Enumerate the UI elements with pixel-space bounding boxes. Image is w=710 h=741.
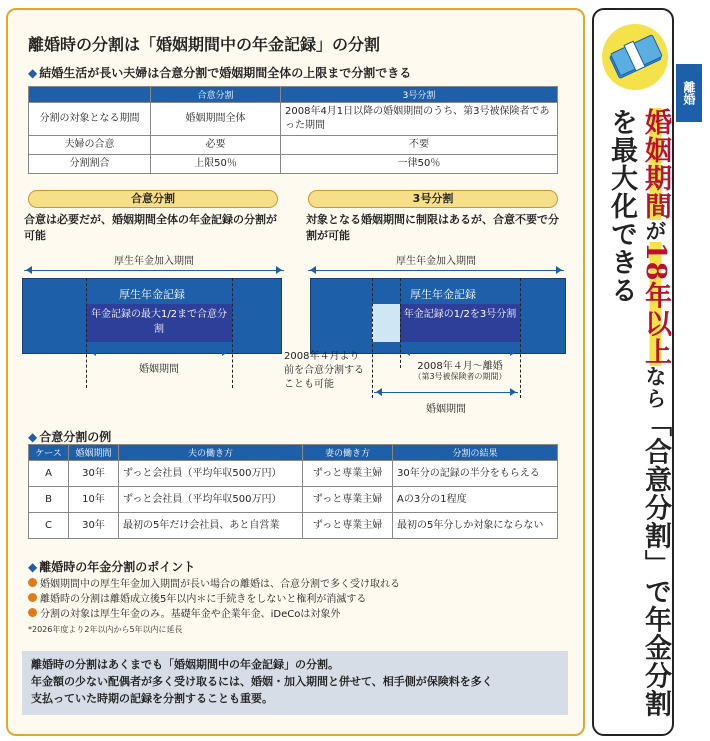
section-heading-3: ◆ 離婚時の年金分割のポイント — [28, 560, 196, 574]
diagram-desc-right: 対象となる婚姻期間に制限はあるが、合意不要で分割が可能 — [306, 213, 559, 242]
bar-label-right: 厚生年金記録 — [410, 288, 476, 301]
period-arrow-left — [24, 270, 284, 271]
table-cell: 2008年4月1日以降の婚姻期間のうち、第3号被保険者であった期間 — [281, 103, 558, 136]
period-label-left: 厚生年金加入期間 — [114, 256, 194, 267]
list-item: 離婚時の分割は離婚成立後5年以内＊に手続きをしないと権利が消滅する — [28, 592, 400, 607]
table-cell: 上限50％ — [151, 155, 281, 174]
diamond-icon: ◆ — [28, 66, 38, 80]
table-cell: ずっと会社員（平均年収500万円） — [119, 461, 303, 487]
table-cell: ずっと専業主婦 — [303, 461, 393, 487]
table-header: 妻の働き方 — [303, 445, 393, 461]
table-header: ケース — [29, 445, 69, 461]
table-cell: A — [29, 461, 69, 487]
table-cell: C — [29, 513, 69, 539]
list-item: 分割の対象は厚生年金のみ。基礎年金や企業年金、iDeCoは対象外 — [28, 607, 400, 622]
marriage-arrow-left — [88, 352, 230, 353]
table-row — [29, 487, 558, 513]
table-cell: B — [29, 487, 69, 513]
bullet-icon — [28, 578, 37, 587]
table-row — [29, 513, 558, 539]
section-heading-1: ◆ 結婚生活が長い夫婦は合意分割で婚姻期間全体の上限まで分割できる — [28, 66, 412, 80]
split-box-left: 年金記録の最大1/2まで合意分割 — [86, 304, 232, 342]
period-label-right: 厚生年金加入期間 — [396, 256, 476, 267]
table-cell: 分割の対象となる期間 — [29, 103, 151, 136]
table-cell: 婚姻期間全体 — [151, 103, 281, 136]
table-cell: ずっと専業主婦 — [303, 513, 393, 539]
range-label: 2008年４月～離婚 — [417, 361, 503, 372]
table-cell: Aの3分の1程度 — [393, 487, 558, 513]
marriage-label-left: 婚姻期間 — [139, 364, 179, 375]
example-table — [28, 444, 558, 539]
diamond-icon: ◆ — [28, 430, 38, 444]
table-row — [29, 461, 558, 487]
summary-line: 離婚時の分割はあくまでも「婚姻期間中の年金記録」の分割。 — [31, 658, 339, 671]
table-cell: 不要 — [281, 136, 558, 155]
sidebar — [592, 8, 704, 736]
list-item: 婚姻期間中の厚生年金加入期間が長い場合の離婚は、合意分割で多く受け取れる — [28, 577, 400, 592]
range-arrow — [402, 352, 518, 353]
diagram-desc-left: 合意は必要だが、婚姻期間全体の年金記録の分割が可能 — [24, 213, 277, 242]
money-bundle-icon — [600, 22, 670, 92]
table-header: 3号分割 — [281, 87, 558, 103]
table-cell: ずっと専業主婦 — [303, 487, 393, 513]
table-cell: 30年 — [69, 461, 119, 487]
period-arrow-right — [308, 270, 564, 271]
pill-label-3go: 3号分割 — [308, 190, 558, 208]
pill-label-goi: 合意分割 — [28, 190, 278, 208]
bullet-icon — [28, 608, 37, 617]
marriage-arrow-right — [374, 392, 518, 393]
table-header — [29, 87, 151, 103]
dash-line — [372, 278, 373, 398]
range-sublabel: （第3号被保険者の期間） — [413, 372, 507, 381]
table-cell: 分割割合 — [29, 155, 151, 174]
table-cell: ずっと会社員（平均年収500万円） — [119, 487, 303, 513]
table-cell: 一律50％ — [281, 155, 558, 174]
table-row — [29, 136, 558, 155]
bar-label-left: 厚生年金記録 — [119, 288, 185, 301]
summary-box — [22, 651, 568, 715]
marriage-label-right: 婚姻期間 — [426, 404, 466, 415]
pre-2008-note: 2008年４月より前を合意分割することも可能 — [284, 351, 364, 390]
dash-line — [86, 278, 87, 388]
table-cell: 夫婦の合意 — [29, 136, 151, 155]
table-header: 夫の働き方 — [119, 445, 303, 461]
pre-2008-block — [372, 304, 400, 342]
category-tag: 離婚 — [676, 64, 702, 122]
table-header: 分割の結果 — [393, 445, 558, 461]
bullet-icon — [28, 593, 37, 602]
table-cell: 30年分の記録の半分をもらえる — [393, 461, 558, 487]
headline: 婚姻期間が18年以上なら「合意分割」で年金分割を最大化できる — [606, 108, 671, 718]
table-header: 合意分割 — [151, 87, 281, 103]
comparison-table — [28, 86, 558, 174]
table-cell: 最初の5年分しか対象にならない — [393, 513, 558, 539]
points-list — [28, 577, 400, 637]
diamond-icon: ◆ — [28, 560, 38, 574]
section-heading-2: ◆ 合意分割の例 — [28, 430, 112, 444]
table-row — [29, 155, 558, 174]
split-box-right: 年金記録の1/2を3号分割 — [400, 304, 520, 342]
table-cell: 必要 — [151, 136, 281, 155]
footnote: *2026年度より2年以内から5年以内に延長 — [28, 625, 183, 634]
table-cell: 30年 — [69, 513, 119, 539]
table-row — [29, 103, 558, 136]
dash-line — [232, 278, 233, 388]
table-header: 婚姻期間 — [69, 445, 119, 461]
summary-line: 支払っていた時期の記録を分割することも重要。 — [31, 692, 273, 705]
table-cell: 10年 — [69, 487, 119, 513]
summary-line: 年金額の少ない配偶者が多く受け取るには、婚姻・加入期間と併せて、相手側が保険料を多く — [31, 675, 493, 688]
page-title: 離婚時の分割は「婚姻期間中の年金記録」の分割 — [28, 35, 381, 54]
table-cell: 最初の5年だけ会社員、あと自営業 — [119, 513, 303, 539]
